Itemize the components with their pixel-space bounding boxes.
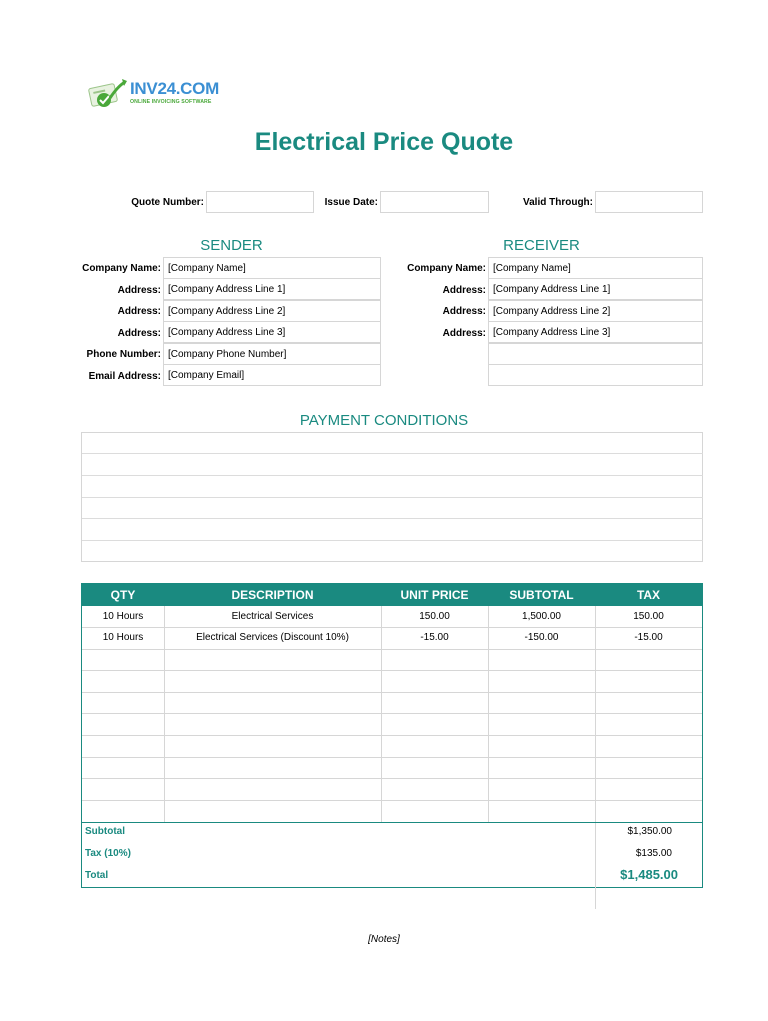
receiver-company-name-field[interactable]: [Company Name] xyxy=(488,257,703,279)
sender-label: Address: xyxy=(117,285,161,296)
valid-through-field[interactable] xyxy=(595,191,703,213)
company-logo xyxy=(88,76,218,112)
receiver-label: Address: xyxy=(442,306,486,317)
col-description-header: DESCRIPTION xyxy=(231,588,314,602)
grid-line xyxy=(82,735,702,736)
grid-line xyxy=(82,692,702,693)
col-qty-header: QTY xyxy=(110,588,136,602)
sender-phone-field[interactable]: [Company Phone Number] xyxy=(163,343,381,365)
sender-address-2-field[interactable]: [Company Address Line 2] xyxy=(163,300,381,322)
col-subtotal-header: SUBTOTAL xyxy=(509,588,574,602)
logo-tagline: ONLINE INVOICING SOFTWARE xyxy=(130,99,212,105)
items-table xyxy=(81,583,703,888)
grid-line xyxy=(82,627,702,628)
grid-line xyxy=(82,649,702,650)
cell-subtotal: -150.00 xyxy=(524,632,559,643)
payment-line xyxy=(82,475,703,476)
cell-subtotal: 1,500.00 xyxy=(522,611,561,622)
issue-date-field[interactable] xyxy=(380,191,489,213)
subtotal-value: $1,350.00 xyxy=(627,826,672,837)
tax-value: $135.00 xyxy=(635,848,672,859)
payment-conditions-heading: PAYMENT CONDITIONS xyxy=(299,412,469,429)
receiver-extra-field[interactable] xyxy=(488,343,703,365)
grid-line xyxy=(82,713,702,714)
payment-line xyxy=(82,453,703,454)
receiver-label: Address: xyxy=(442,285,486,296)
tax-label: Tax (10%) xyxy=(85,848,131,859)
cell-qty: 10 Hours xyxy=(102,632,144,643)
receiver-address-3-field[interactable]: [Company Address Line 3] xyxy=(488,321,703,343)
receiver-label: Address: xyxy=(442,328,486,339)
cell-unit-price: -15.00 xyxy=(420,632,449,643)
cell-tax: -15.00 xyxy=(634,632,663,643)
issue-date-label: Issue Date: xyxy=(324,197,378,208)
totals-divider xyxy=(82,822,702,823)
sender-email-field[interactable]: [Company Email] xyxy=(163,364,381,386)
sender-company-name-field[interactable]: [Company Name] xyxy=(163,257,381,279)
receiver-label: Company Name: xyxy=(407,263,486,274)
quote-number-field[interactable] xyxy=(206,191,314,213)
total-value: $1,485.00 xyxy=(620,867,678,882)
col-unit-price-header: UNIT PRICE xyxy=(400,588,469,602)
sender-label: Address: xyxy=(117,328,161,339)
grid-line xyxy=(82,757,702,758)
receiver-extra-field[interactable] xyxy=(488,364,703,386)
payment-line xyxy=(82,518,703,519)
receiver-address-2-field[interactable]: [Company Address Line 2] xyxy=(488,300,703,322)
notes: [Notes] xyxy=(368,934,400,945)
valid-through-label: Valid Through: xyxy=(523,197,593,208)
sender-label: Company Name: xyxy=(82,263,161,274)
subtotal-label: Subtotal xyxy=(85,826,125,837)
sender-label: Email Address: xyxy=(88,371,161,382)
cell-description: Electrical Services (Discount 10%) xyxy=(196,632,349,643)
receiver-heading: RECEIVER xyxy=(503,237,580,254)
grid-line xyxy=(82,778,702,779)
col-tax-header: TAX xyxy=(636,588,661,602)
sender-address-1-field[interactable]: [Company Address Line 1] xyxy=(163,278,381,300)
cell-description: Electrical Services xyxy=(231,611,314,622)
cell-tax: 150.00 xyxy=(633,611,664,622)
cell-qty: 10 Hours xyxy=(102,611,144,622)
grid-line xyxy=(82,800,702,801)
sender-label: Address: xyxy=(117,306,161,317)
quote-number-label: Quote Number: xyxy=(131,197,204,208)
document-title: Electrical Price Quote xyxy=(254,128,514,156)
items-table-header xyxy=(82,584,702,606)
logo-mark-icon xyxy=(88,78,128,110)
sender-heading: SENDER xyxy=(200,237,263,254)
logo-name: INV24.COM xyxy=(130,79,219,98)
payment-line xyxy=(82,497,703,498)
grid-line xyxy=(82,670,702,671)
receiver-address-1-field[interactable]: [Company Address Line 1] xyxy=(488,278,703,300)
payment-line xyxy=(82,540,703,541)
total-label: Total xyxy=(85,870,109,881)
sender-label: Phone Number: xyxy=(86,349,161,360)
cell-unit-price: 150.00 xyxy=(419,611,450,622)
sender-address-3-field[interactable]: [Company Address Line 3] xyxy=(163,321,381,343)
